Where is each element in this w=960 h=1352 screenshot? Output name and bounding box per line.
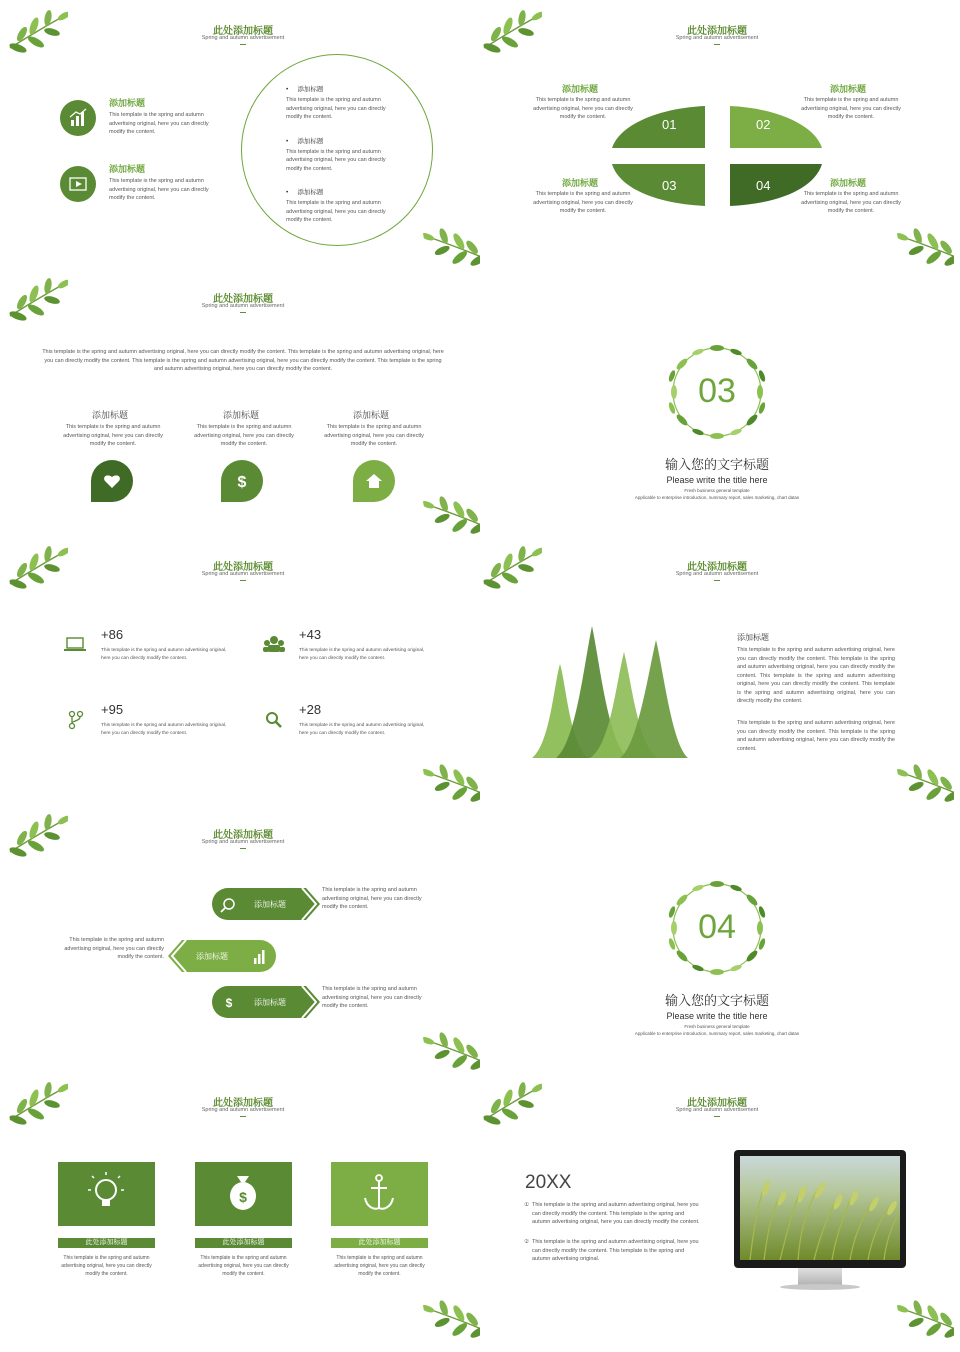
stat-text: This template is the spring and autumn advertising original, here you can directly modify the content. xyxy=(299,648,425,661)
stat-text: This template is the spring and autumn advertising original, here you can directly modify the content. xyxy=(101,648,227,661)
divider xyxy=(714,580,720,581)
quadrant-text: This template is the spring and autumn advertising original, here you can directly modify the content. xyxy=(533,97,633,120)
slide-title: 此处添加标题 xyxy=(687,562,747,573)
peaks-paragraph: This template is the spring and autumn advertising original, here you can directly modify the content. This template is the spring and autumn advertising original, here you can directly modify the content. This template is the spring and autumn advertising original, here you can directly modify the content. This template is the spring and autumn advertising original, here you can directly modify the content. xyxy=(737,647,895,704)
quadrant-diagram xyxy=(610,104,826,210)
peaks-paragraph: This template is the spring and autumn advertising original, here you can directly modify the content. This template is the spring and autumn advertising original, here you can directly modify the content. xyxy=(737,720,895,752)
section-number: 04 xyxy=(698,908,736,946)
intro-paragraph: This template is the spring and autumn advertising original, here you can directly modify the content. This template is the spring and autumn advertising original, here you can directly modify the content. This template is the spring and autumn advertising original, here you can directly modify the content. This template is the spring and autumn advertising original, here you can directly modify the content. xyxy=(42,349,444,372)
leaf-branch-icon xyxy=(423,757,480,806)
column-heading: 添加标题 xyxy=(92,410,129,420)
segment-04 xyxy=(730,164,822,206)
anchor-icon xyxy=(331,1162,428,1226)
column-heading: 添加标题 xyxy=(353,410,390,420)
box-label: 此处添加标题 xyxy=(195,1238,292,1248)
section-line1: Fresh business general template xyxy=(684,1024,750,1029)
quadrant-text: This template is the spring and autumn advertising original, here you can directly modify the content. xyxy=(801,191,901,214)
section-line2: Applicable to enterprise introduction, summary report, sales marketing, chart datas xyxy=(634,495,800,500)
film-icon xyxy=(60,166,96,202)
segment-label: 03 xyxy=(662,178,677,193)
column-text: This template is the spring and autumn advertising original, here you can directly modify the content. xyxy=(194,424,294,447)
year-item xyxy=(524,1238,704,1264)
laptop-icon xyxy=(64,636,86,652)
arrow-label: 添加标题 xyxy=(254,900,286,909)
bullet-heading: • 添加标题 xyxy=(286,189,324,196)
slide-3 xyxy=(6,272,480,538)
search-icon xyxy=(265,711,283,729)
segment-02 xyxy=(730,106,822,148)
section-title: 输入您的文字标题 xyxy=(664,993,769,1008)
box-text: This template is the spring and autumn advertising original, here you can directly modify the content. xyxy=(334,1255,425,1277)
quadrant-heading: 添加标题 xyxy=(562,178,599,188)
quadrant-text: This template is the spring and autumn advertising original, here you can directly modify the content. xyxy=(801,97,901,120)
bullet-text: This template is the spring and autumn advertising original, here you can directly modify the content. xyxy=(286,97,386,120)
slide-subtitle: Spring and autumn advertisement xyxy=(201,839,285,845)
slide-subtitle: Spring and autumn advertisement xyxy=(201,35,285,41)
quadrant-heading: 添加标题 xyxy=(830,84,867,94)
year-item-text: This template is the spring and autumn advertising original, here you can directly modify the content. This template is the spring and autumn advertising original, here you can directly modify the content. xyxy=(532,1202,700,1225)
section-en-title: Please write the title here xyxy=(666,1011,768,1021)
lightbulb-box xyxy=(58,1162,155,1226)
section-04 xyxy=(480,808,954,1074)
stat-value: +28 xyxy=(299,702,322,717)
arrow-text: This template is the spring and autumn advertising original, here you can directly modify the content. xyxy=(322,887,422,910)
divider xyxy=(240,1116,246,1117)
year-item-text: This template is the spring and autumn advertising original, here you can directly modify the content. This template is the spring and autumn advertising original. xyxy=(532,1239,699,1262)
slide-subtitle: Spring and autumn advertisement xyxy=(675,35,759,41)
branch-icon xyxy=(68,710,84,730)
number-1-icon: ① xyxy=(524,1202,529,1208)
money-bag-box xyxy=(195,1162,292,1226)
arrow-label: 添加标题 xyxy=(196,952,228,961)
divider xyxy=(240,848,246,849)
chart-icon xyxy=(60,100,96,136)
peak-shapes xyxy=(530,624,690,760)
divider xyxy=(714,44,720,45)
monitor-base xyxy=(780,1284,860,1290)
slide-title: 此处添加标题 xyxy=(213,1098,273,1109)
bullet-list xyxy=(286,84,396,225)
item-text: This template is the spring and autumn advertising original, here you can directly modify the content. xyxy=(109,178,209,201)
segment-label: 01 xyxy=(662,117,677,132)
leaf-branch-icon xyxy=(423,1025,480,1074)
stat-value: +43 xyxy=(299,627,322,642)
number-2-icon: ② xyxy=(524,1239,529,1245)
section-line2: Applicable to enterprise introduction, summary report, sales marketing, chart datas xyxy=(634,1031,800,1036)
slide-subtitle: Spring and autumn advertisement xyxy=(201,571,285,577)
divider xyxy=(240,312,246,313)
slide-subtitle: Spring and autumn advertisement xyxy=(201,1107,285,1113)
divider xyxy=(714,1116,720,1117)
heart-icon xyxy=(91,460,133,502)
section-03 xyxy=(480,272,954,538)
quadrant-heading: 添加标题 xyxy=(562,84,599,94)
slide-title: 此处添加标题 xyxy=(213,562,273,573)
leaf-branch-icon xyxy=(423,1293,480,1342)
arrow-text: This template is the spring and autumn advertising original, here you can directly modify the content. xyxy=(322,986,422,1009)
column-heading: 添加标题 xyxy=(223,410,260,420)
year-value: 20XX xyxy=(525,1172,572,1193)
slide-subtitle: Spring and autumn advertisement xyxy=(201,303,285,309)
leaf-branch-icon xyxy=(897,221,954,270)
money-bag-icon xyxy=(195,1162,292,1226)
box-label: 此处添加标题 xyxy=(331,1238,428,1248)
anchor-box xyxy=(331,1162,428,1226)
slide-year xyxy=(480,1076,954,1342)
dollar-icon xyxy=(221,460,263,502)
leaf-branch-icon xyxy=(423,489,480,538)
year-item xyxy=(524,1201,704,1227)
arrow-text: This template is the spring and autumn advertising original, here you can directly modify the content. xyxy=(64,937,164,960)
dollar-icon: $ xyxy=(225,996,233,1010)
lightbulb-icon xyxy=(58,1162,155,1226)
box-text: This template is the spring and autumn advertising original, here you can directly modify the content. xyxy=(61,1255,152,1277)
svg-text:$: $ xyxy=(237,474,247,491)
slide-stats xyxy=(6,540,480,806)
section-en-title: Please write the title here xyxy=(666,475,768,485)
stat-text: This template is the spring and autumn advertising original, here you can directly modify the content. xyxy=(299,723,425,736)
people-icon xyxy=(263,635,285,653)
bullet-text: This template is the spring and autumn advertising original, here you can directly modify the content. xyxy=(286,148,386,172)
arrow-label: 添加标题 xyxy=(254,998,286,1007)
box-label: 此处添加标题 xyxy=(58,1238,155,1248)
wheat-field-image xyxy=(740,1156,900,1260)
bullet-text: This template is the spring and autumn advertising original, here you can directly modify the content. xyxy=(286,200,386,223)
slide-subtitle: Spring and autumn advertisement xyxy=(675,1107,759,1113)
stat-value: +95 xyxy=(101,702,124,717)
slide-title: 此处添加标题 xyxy=(213,294,273,305)
quadrant-heading: 添加标题 xyxy=(830,178,867,188)
box-text: This template is the spring and autumn advertising original, here you can directly modify the content. xyxy=(198,1255,289,1277)
home-icon xyxy=(353,460,395,502)
divider xyxy=(240,580,246,581)
leaf-branch-icon xyxy=(897,1293,954,1342)
slide-arrows xyxy=(6,808,480,1074)
section-title: 输入您的文字标题 xyxy=(664,457,769,472)
column-text: This template is the spring and autumn advertising original, here you can directly modify the content. xyxy=(324,424,424,447)
svg-text:$: $ xyxy=(239,1189,247,1205)
slide-title: 此处添加标题 xyxy=(687,1098,747,1109)
slide-title: 此处添加标题 xyxy=(213,26,273,37)
item-heading: 添加标题 xyxy=(109,164,146,174)
leaf-branch-icon xyxy=(897,757,954,806)
quadrant-text: This template is the spring and autumn advertising original, here you can directly modify the content. xyxy=(533,191,633,214)
segment-label: 04 xyxy=(756,178,771,193)
slide-1 xyxy=(6,4,480,270)
item-text: This template is the spring and autumn advertising original, here you can directly modify the content. xyxy=(109,112,209,135)
stat-value: +86 xyxy=(101,627,124,642)
item-heading: 添加标题 xyxy=(109,98,146,108)
slide-title: 此处添加标题 xyxy=(213,830,273,841)
divider xyxy=(240,44,246,45)
bullet-heading: • 添加标题 xyxy=(286,137,324,145)
slide-2 xyxy=(480,4,954,270)
slide-peaks xyxy=(480,540,954,806)
slide-subtitle: Spring and autumn advertisement xyxy=(675,571,759,577)
slide-boxes xyxy=(6,1076,480,1342)
segment-03 xyxy=(612,164,705,206)
stat-text: This template is the spring and autumn advertising original, here you can directly modify the content. xyxy=(101,723,227,736)
bullet-heading: • 添加标题 xyxy=(286,86,324,93)
segment-01 xyxy=(612,106,705,148)
bar-chart-icon xyxy=(254,958,257,964)
slide-title: 此处添加标题 xyxy=(687,26,747,37)
monitor xyxy=(734,1150,906,1268)
column-text: This template is the spring and autumn advertising original, here you can directly modify the content. xyxy=(63,424,163,447)
section-number: 03 xyxy=(698,372,736,410)
section-line1: Fresh business general template xyxy=(684,488,750,493)
segment-label: 02 xyxy=(756,117,771,132)
peaks-heading: 添加标题 xyxy=(737,633,769,642)
leaf-branch-icon xyxy=(423,221,480,270)
